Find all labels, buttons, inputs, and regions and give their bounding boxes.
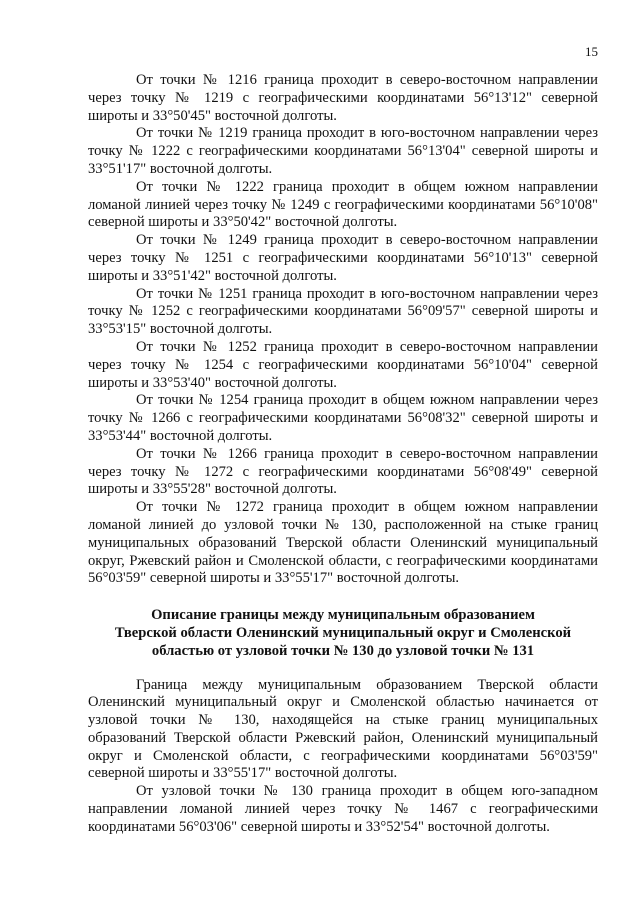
boundary-paragraph-1219: От точки № 1219 граница проходит в юго-восточном направлении через точку № 1222 с географическими координатами 56°13'04" северной широты и 33°51'17" восточной долготы. [88,125,598,177]
page-number: 15 [585,44,598,59]
boundary-paragraph-1272: От точки № 1272 граница проходит в общем южном направлении ломаной линией до узловой точки № 130, расположенной на стыке границ муниципальных образований Тверской области Оленинский муниципальный округ, Ржевский район и Смоленской области, с географическими координатами 56°03'59" северной широты и 33°55'17" восточной долготы. [88,499,598,587]
document-body [88,72,598,837]
boundary-paragraph-1222: От точки № 1222 граница проходит в общем южном направлении ломаной линией через точку № 1249 с географическими координатами 56°10'08" северной широты и 33°50'42" восточной долготы. [88,178,598,231]
section-heading [88,607,598,660]
boundary-paragraph-1216: От точки № 1216 граница проходит в северо-восточном направлении через точку № 1219 с географическими координатами 56°13'12" северной широты и 33°50'45" восточной долготы. [88,72,598,124]
section-heading-line: Тверской области Оленинский муниципальный округ и Смоленской [114,624,572,641]
section-heading-line: областью от узловой точки № 130 до узловой точки № 131 [151,642,535,659]
boundary-paragraph-1251: От точки № 1251 граница проходит в юго-восточном направлении через точку № 1252 с географическими координатами 56°09'57" северной широты и 33°53'15" восточной долготы. [88,285,598,338]
section-heading-line: Описание границы между муниципальным образованием [151,607,535,624]
boundary-paragraph-1249: От точки № 1249 граница проходит в северо-восточном направлении через точку № 1251 с географическими координатами 56°10'13" северной широты и 33°51'42" восточной долготы. [88,232,598,284]
boundary-paragraph-1254: От точки № 1254 граница проходит в общем южном направлении через точку № 1266 с географическими координатами 56°08'32" северной широты и 33°53'44" восточной долготы. [88,392,598,444]
boundary-paragraph-130: От узловой точки № 130 граница проходит в общем юго-западном направлении ломаной линией через точку № 1467 с географическими координатами 56°03'06" северной широты и 33°52'54" восточной долготы. [88,783,598,835]
boundary-intro-paragraph: Граница между муниципальным образованием Тверской области Оленинский муниципальный округ и Смоленской областью начинается от узловой точки № 130, находящейся на стыке границ муниципальных образований Тверской области Ржевский район, Оленинский муниципальный округ и Смоленской области, с географическими координатами 56°03'59" северной широты и 33°55'17" восточной долготы. [88,676,598,782]
boundary-paragraph-1252: От точки № 1252 граница проходит в северо-восточном направлении через точку № 1254 с географическими координатами 56°10'04" северной широты и 33°53'40" восточной долготы. [88,338,598,391]
boundary-paragraph-1266: От точки № 1266 граница проходит в северо-восточном направлении через точку № 1272 с географическими координатами 56°08'49" северной широты и 33°55'28" восточной долготы. [88,445,598,498]
